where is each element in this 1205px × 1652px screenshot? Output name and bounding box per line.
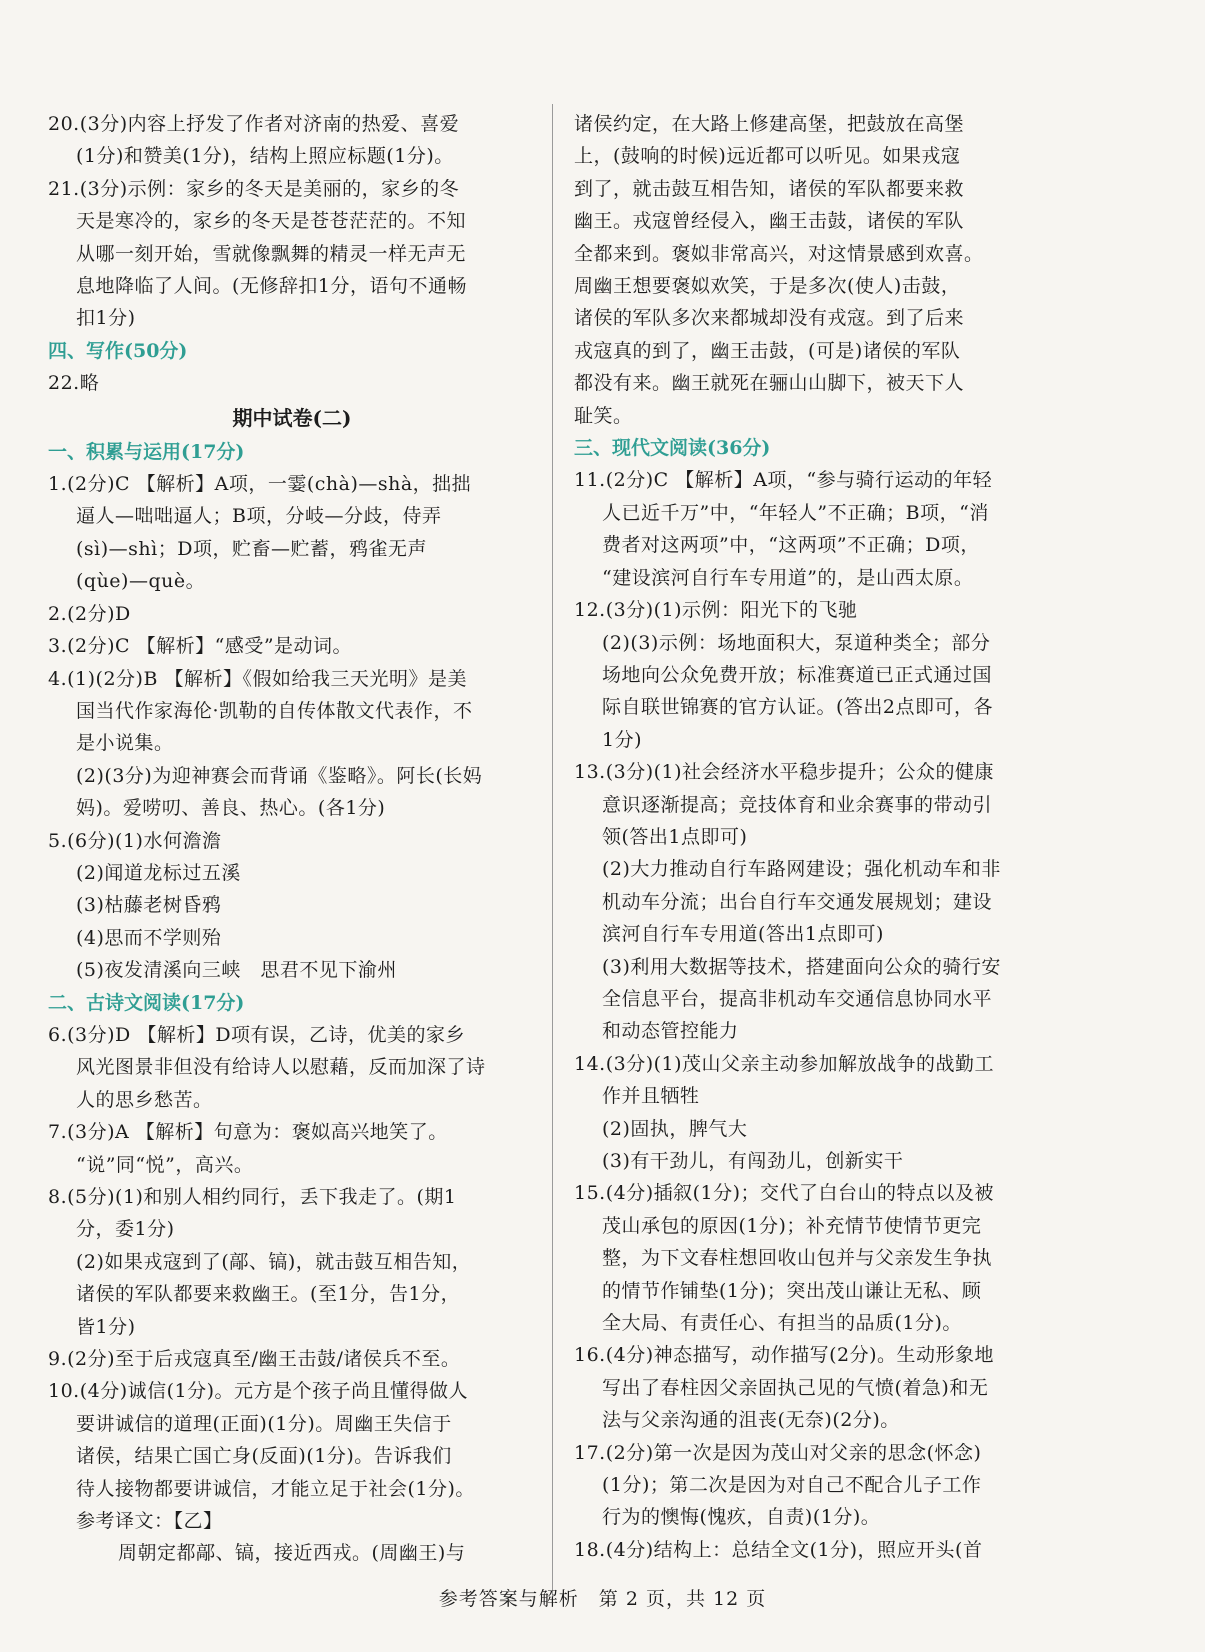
text-line: 人的思乡愁苦。 bbox=[76, 1088, 213, 1111]
text-line: 妈)。爱唠叨、善良、热心。(各1分) bbox=[76, 797, 386, 820]
text-line: 15.(4分)插叙(1分)；交代了白台山的特点以及被 bbox=[574, 1182, 995, 1205]
text-line: 11.(2分)C 【解析】A项，“参与骑行运动的年轻 bbox=[574, 469, 993, 492]
text-line: 意识逐渐提高；竞技体育和业余赛事的带动引 bbox=[602, 793, 993, 816]
text-line: 18.(4分)结构上：总结全文(1分)，照应开头(首 bbox=[574, 1538, 983, 1561]
text-line: 茂山承包的原因(1分)；补充情节使情节更完 bbox=[602, 1214, 982, 1237]
text-line: 1分) bbox=[602, 728, 643, 751]
text-line: 机动车分流；出台自行车交通发展规划；建设 bbox=[602, 890, 993, 913]
text-line: (2)(3分)为迎神赛会而背诵《鉴略》。阿长(长妈 bbox=[76, 764, 483, 787]
text-line: 耻笑。 bbox=[574, 404, 633, 427]
page-footer: 参考答案与解析 第 2 页，共 12 页 bbox=[438, 1588, 767, 1610]
text-line: 人已近千万”中，“年轻人”不正确；B项，“消 bbox=[602, 501, 989, 524]
text-line: (3)利用大数据等技术，搭建面向公众的骑行安 bbox=[602, 955, 1001, 978]
text-line: 滨河自行车专用道(答出1点即可) bbox=[602, 923, 884, 946]
text-line: 12.(3分)(1)示例：阳光下的飞驰 bbox=[574, 599, 858, 622]
text-line: “建设滨河自行车专用道”的，是山西太原。 bbox=[602, 566, 974, 589]
section-heading: 四、写作(50分) bbox=[48, 339, 188, 362]
text-line: 4.(1)(2分)B 【解析】《假如给我三天光明》是美 bbox=[48, 667, 467, 690]
text-line: 写出了春柱因父亲固执己见的气愤(着急)和无 bbox=[602, 1376, 989, 1399]
text-line: (qùe)—què。 bbox=[76, 570, 206, 593]
text-line: 场地向公众免费开放；标准赛道已正式通过国 bbox=[602, 663, 993, 686]
text-line: 9.(2分)至于后戎寇真至/幽王击鼓/诸侯兵不至。 bbox=[48, 1348, 461, 1371]
text-line: (1分)和赞美(1分)，结构上照应标题(1分)。 bbox=[76, 145, 454, 168]
text-line: 全都来到。褒姒非常高兴，对这情景感到欢喜。 bbox=[574, 242, 984, 265]
text-line: (3)有干劲儿，有闯劲儿，创新实干 bbox=[602, 1150, 904, 1172]
text-line: 上，(鼓响的时候)远近都可以听见。如果戎寇 bbox=[574, 145, 961, 168]
text-line: 行为的懊悔(愧疚，自责)(1分)。 bbox=[602, 1506, 881, 1529]
text-line: 22.略 bbox=[48, 372, 100, 395]
text-line: 全大局、有责任心、有担当的品质(1分)。 bbox=[602, 1312, 962, 1335]
text-line: 和动态管控能力 bbox=[602, 1020, 739, 1043]
text-line: 诸侯的军队都要来救幽王。(至1分，告1分， bbox=[76, 1283, 461, 1306]
text-line: 到了，就击鼓互相告知，诸侯的军队都要来救 bbox=[574, 177, 965, 200]
text-line: 从哪一刻开始，雪就像飘舞的精灵一样无声无 bbox=[76, 242, 467, 265]
text-line: 国当代作家海伦·凯勒的自传体散文代表作，不 bbox=[76, 699, 473, 722]
text-line: 分，委1分) bbox=[76, 1218, 175, 1241]
text-line: (1分)；第二次是因为对自己不配合儿子工作 bbox=[602, 1474, 982, 1497]
text-line: (2)闻道龙标过五溪 bbox=[76, 861, 241, 884]
text-line: 2.(2分)D bbox=[48, 602, 131, 625]
text-line: 戎寇真的到了，幽王击鼓，(可是)诸侯的军队 bbox=[574, 339, 961, 362]
text-line: 风光图景非但没有给诗人以慰藉，反而加深了诗 bbox=[76, 1056, 486, 1079]
text-line: 周幽王想要褒姒欢笑，于是多次(使人)击鼓， bbox=[574, 275, 961, 298]
text-line: 21.(3分)示例：家乡的冬天是美丽的，家乡的冬 bbox=[48, 177, 460, 200]
text-line: 际自联世锦赛的官方认证。(答出2点即可，各 bbox=[602, 696, 994, 719]
text-line: 幽王。戎寇曾经侵入，幽王击鼓，诸侯的军队 bbox=[574, 210, 965, 233]
text-line: 费者对这两项”中，“这两项”不正确；D项， bbox=[602, 534, 980, 557]
text-line: 8.(5分)(1)和别人相约同行，丢下我走了。(期1 bbox=[48, 1186, 457, 1208]
text-line: 作并且牺牲 bbox=[602, 1085, 700, 1108]
text-line: 诸侯的军队多次来都城却没有戎寇。到了后来 bbox=[574, 307, 965, 330]
text-line: 10.(4分)诚信(1分)。元方是个孩子尚且懂得做人 bbox=[48, 1380, 469, 1403]
text-line: 13.(3分)(1)社会经济水平稳步提升；公众的健康 bbox=[574, 761, 995, 784]
section-heading: 一、积累与运用(17分) bbox=[48, 440, 245, 463]
text-line: 要讲诚信的道理(正面)(1分)。周幽王失信于 bbox=[76, 1412, 452, 1435]
text-line: (5)夜发清溪向三峡 思君不见下渝州 bbox=[76, 959, 397, 982]
text-line: 16.(4分)神态描写，动作描写(2分)。生动形象地 bbox=[574, 1344, 995, 1367]
text-line: 14.(3分)(1)茂山父亲主动参加解放战争的战勤工 bbox=[574, 1052, 995, 1075]
text-line: “说”同“悦”，高兴。 bbox=[76, 1153, 254, 1176]
text-line: (3)枯藤老树昏鸦 bbox=[76, 894, 222, 917]
text-line: 全信息平台，提高非机动车交通信息协同水平 bbox=[602, 987, 993, 1010]
text-line: 皆1分) bbox=[76, 1315, 136, 1338]
left-column bbox=[48, 108, 536, 1570]
text-line: 5.(6分)(1)水何澹澹 bbox=[48, 829, 222, 852]
text-line: 都没有来。幽王就死在骊山山脚下，被天下人 bbox=[574, 372, 965, 395]
text-line: 息地降临了人间。(无修辞扣1分，语句不通畅 bbox=[76, 275, 468, 298]
paper-title: 期中试卷(二) bbox=[232, 405, 352, 430]
text-line: 6.(3分)D 【解析】D项有误，乙诗，优美的家乡 bbox=[48, 1023, 466, 1046]
text-line: 20.(3分)内容上抒发了作者对济南的热爱、喜爱 bbox=[48, 113, 460, 135]
text-line: 诸侯，结果亡国亡身(反面)(1分)。告诉我们 bbox=[76, 1445, 452, 1468]
text-line: (2)如果戎寇到了(鄗、镐)，就击鼓互相告知， bbox=[76, 1250, 472, 1273]
text-line: 整，为下文春柱想回收山包并与父亲发生争执 bbox=[602, 1247, 993, 1270]
text-line: 诸侯约定，在大路上修建高堡，把鼓放在高堡 bbox=[574, 113, 965, 135]
text-line: 的情节作铺垫(1分)；突出茂山谦让无私、顾 bbox=[602, 1279, 982, 1302]
text-line: 周朝定都鄗、镐，接近西戎。(周幽王)与 bbox=[118, 1542, 466, 1565]
text-line: 天是寒冷的，家乡的冬天是苍苍茫茫的。不知 bbox=[76, 210, 467, 233]
text-line: 1.(2分)C 【解析】A项，一霎(chà)—shà，拙拙 bbox=[48, 473, 472, 496]
text-line: 参考译文：【乙】 bbox=[76, 1510, 223, 1533]
text-line: 法与父亲沟通的沮丧(无奈)(2分)。 bbox=[602, 1409, 900, 1432]
text-line: 扣1分) bbox=[76, 307, 136, 330]
text-line: 3.(2分)C 【解析】“感受”是动词。 bbox=[48, 635, 353, 658]
text-line: (2)固执，脾气大 bbox=[602, 1117, 748, 1140]
right-column bbox=[574, 108, 1096, 1566]
text-line: 逼人—咄咄逼人；B项，分岐—分歧，侍弄 bbox=[76, 505, 442, 528]
text-line: 待人接物都要讲诚信，才能立足于社会(1分)。 bbox=[76, 1477, 475, 1500]
text-line: (2)(3)示例：场地面积大，泵道种类全；部分 bbox=[602, 631, 991, 654]
section-heading: 三、现代文阅读(36分) bbox=[574, 437, 771, 460]
text-line: 7.(3分)A 【解析】句意为：褒姒高兴地笑了。 bbox=[48, 1121, 448, 1144]
section-heading: 二、古诗文阅读(17分) bbox=[48, 991, 245, 1014]
text-line: (sì)—shì；D项，贮畜—贮蓄，鸦雀无声 bbox=[76, 537, 427, 560]
text-line: 17.(2分)第一次是因为茂山对父亲的思念(怀念) bbox=[574, 1441, 982, 1464]
text-line: (2)大力推动自行车路网建设；强化机动车和非 bbox=[602, 858, 1001, 881]
column-divider bbox=[552, 104, 553, 1604]
text-line: (4)思而不学则殆 bbox=[76, 926, 222, 949]
text-line: 领(答出1点即可) bbox=[602, 825, 748, 848]
text-line: 是小说集。 bbox=[76, 732, 174, 755]
